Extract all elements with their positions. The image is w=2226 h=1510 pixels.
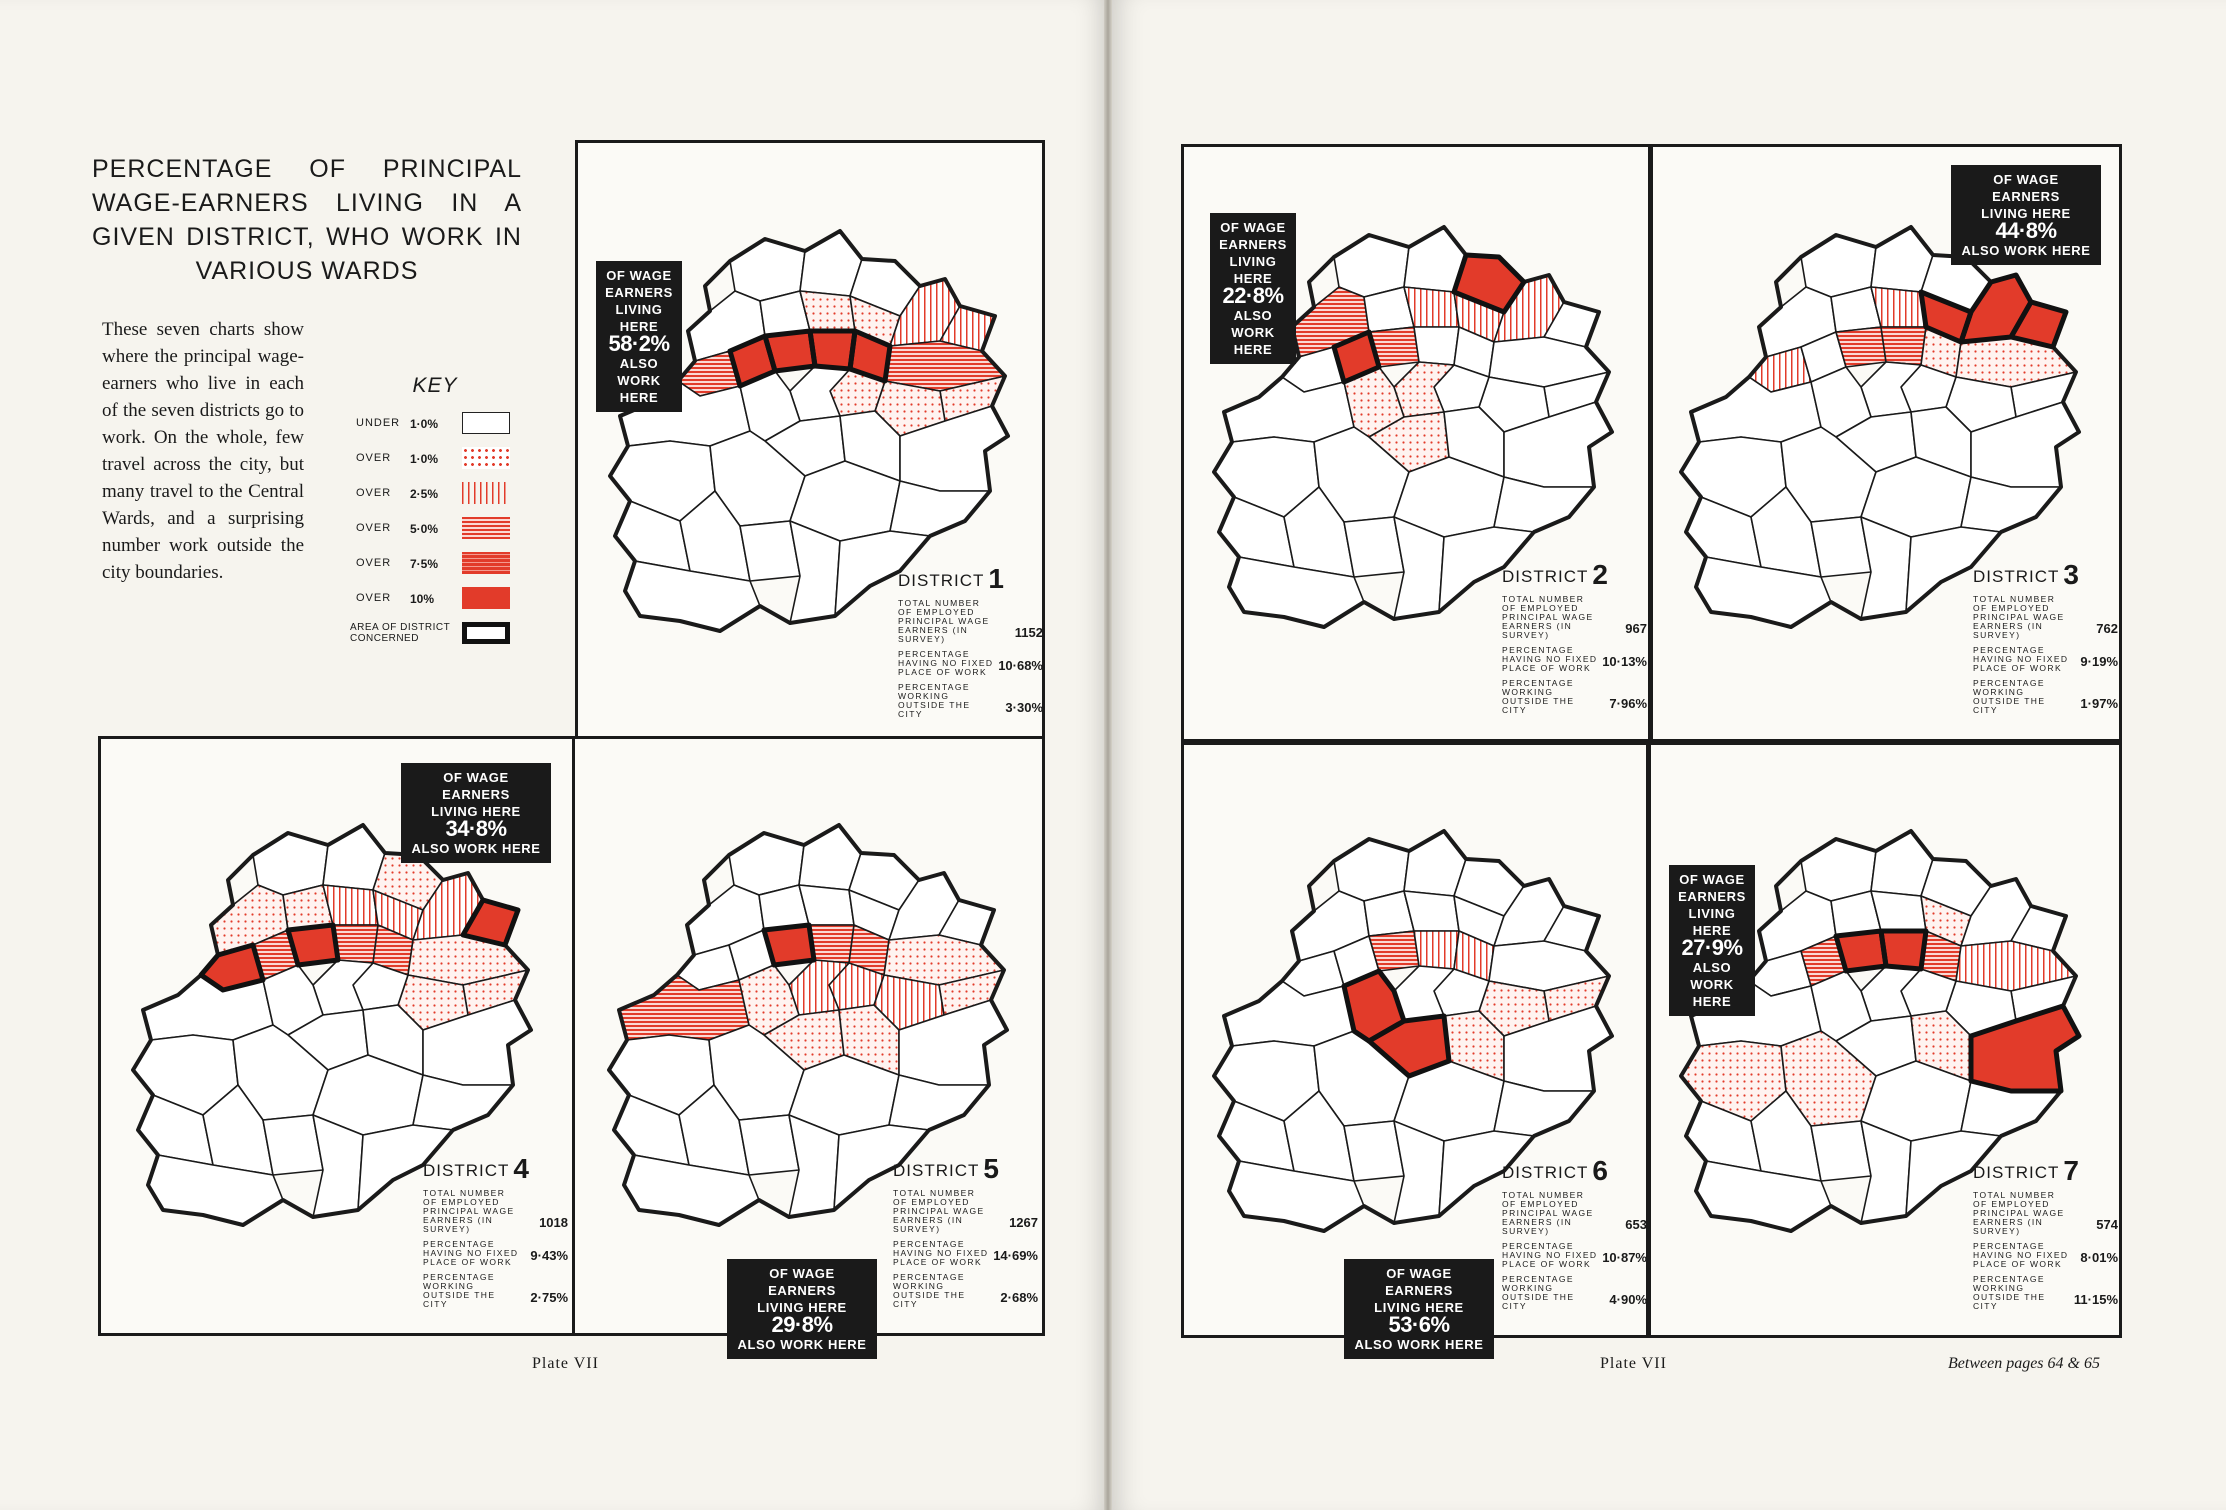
- district-number: 4: [513, 1153, 530, 1184]
- stat-row-total: [1502, 1191, 1647, 1236]
- key-swatch-white: [462, 412, 510, 434]
- stat-row-total: [423, 1189, 568, 1234]
- callout-living-here: LIVING HERE: [1229, 254, 1277, 286]
- callout-line-3: ALSO WORK HERE: [617, 356, 661, 405]
- stat-label: TOTAL NUMBER OF EMPLOYED PRINCIPAL WAGE EARNERS (IN SURVEY): [898, 598, 990, 644]
- key-row-label: OVER: [356, 487, 392, 499]
- stat-row-outside: [898, 683, 1043, 719]
- district-heading: [898, 563, 1043, 595]
- district-stats: [898, 563, 1043, 725]
- stat-label: TOTAL NUMBER OF EMPLOYED PRINCIPAL WAGE EARNERS (IN SURVEY): [1973, 1190, 2065, 1236]
- district-panel-7: [1648, 742, 2122, 1338]
- ward-area: [1224, 377, 1354, 442]
- district-heading: [893, 1153, 1038, 1185]
- callout-line-2: [1677, 905, 1747, 959]
- ward-area: [1369, 931, 1419, 971]
- district-word: DISTRICT: [1502, 1163, 1589, 1182]
- callout-percentage: 34·8%: [445, 816, 507, 841]
- stat-row-outside: [1973, 1275, 2118, 1311]
- callout-line-1: OF WAGE EARNERS: [605, 268, 673, 300]
- key-row-label: OVER: [356, 557, 392, 569]
- district-number: 1: [988, 563, 1005, 594]
- ward-area: [1414, 931, 1459, 969]
- also-work-here-callout: [596, 261, 682, 412]
- district-word: DISTRICT: [1973, 1163, 2060, 1182]
- district-panel-5: [572, 736, 1045, 1352]
- stat-value: 574: [2096, 1217, 2118, 1232]
- key-row: [350, 408, 520, 443]
- callout-percentage: 29·8%: [771, 1312, 833, 1337]
- key-row-label: UNDER: [356, 417, 401, 429]
- also-work-here-callout: [1951, 165, 2101, 265]
- stat-label: PERCENTAGE HAVING NO FIXED PLACE OF WORK: [1973, 1241, 2069, 1269]
- callout-percentage: 27·9%: [1681, 935, 1743, 960]
- also-work-here-callout: [727, 1259, 877, 1359]
- stat-label: PERCENTAGE HAVING NO FIXED PLACE OF WORK: [1502, 645, 1598, 673]
- stat-label: PERCENTAGE HAVING NO FIXED PLACE OF WORK: [423, 1239, 519, 1267]
- stat-value: 10·13%: [1602, 654, 1647, 669]
- callout-percentage: 44·8%: [1995, 218, 2057, 243]
- district-number: 2: [1592, 559, 1609, 590]
- callout-line-3: ALSO WORK HERE: [1354, 1337, 1484, 1352]
- ward-area: [1224, 981, 1354, 1046]
- district-heading: [423, 1153, 568, 1185]
- stat-value: 1018: [539, 1215, 568, 1230]
- callout-percentage: 22·8%: [1222, 283, 1284, 308]
- key-title: KEY: [412, 374, 458, 397]
- callout-line-3: ALSO WORK HERE: [1231, 308, 1275, 357]
- key-row-label: OVER: [356, 592, 392, 604]
- stat-value: 2·68%: [1000, 1290, 1038, 1305]
- key-row-label: OVER: [356, 522, 392, 534]
- district-panel-4: [98, 736, 575, 1336]
- stat-label: TOTAL NUMBER OF EMPLOYED PRINCIPAL WAGE EARNERS (IN SURVEY): [423, 1188, 515, 1234]
- stat-value: 3·30%: [1005, 700, 1043, 715]
- callout-line-2: [604, 301, 674, 355]
- key-row-value: 1·0%: [410, 417, 439, 431]
- key-row-value: 1·0%: [410, 452, 439, 466]
- district-heading: [1973, 559, 2118, 591]
- district-heading: [1973, 1155, 2118, 1187]
- between-pages-note: Between pages 64 & 65: [1948, 1355, 2100, 1372]
- also-work-here-callout: [1669, 865, 1755, 1016]
- district-panel-3: [1650, 144, 2122, 742]
- callout-line-1: OF WAGE EARNERS: [1678, 872, 1746, 904]
- ward-area: [1404, 891, 1459, 931]
- stat-value: 9·43%: [530, 1248, 568, 1263]
- stat-row-no-fixed: [893, 1240, 1038, 1267]
- callout-living-here: LIVING HERE: [1374, 1300, 1464, 1315]
- stat-row-outside: [1502, 1275, 1647, 1311]
- stat-row-no-fixed: [898, 650, 1043, 677]
- key-area-label: AREA OF DISTRICT CONCERNED: [350, 622, 451, 644]
- callout-line-3: ALSO WORK HERE: [1690, 960, 1734, 1009]
- callout-line-3: ALSO WORK HERE: [737, 1337, 867, 1352]
- key-swatch-horizontal-lines: [462, 517, 510, 539]
- stat-value: 14·69%: [993, 1248, 1038, 1263]
- stat-value: 653: [1625, 1217, 1647, 1232]
- key-swatch-dots: [462, 447, 510, 469]
- ward-area: [1404, 287, 1459, 327]
- district-panel-2: [1181, 144, 1651, 742]
- ward-area: [1871, 891, 1926, 931]
- stat-row-outside: [1973, 679, 2118, 715]
- stat-label: PERCENTAGE WORKING OUTSIDE THE CITY: [1502, 1274, 1575, 1311]
- callout-living-here: LIVING HERE: [1981, 206, 2071, 221]
- stat-row-no-fixed: [1502, 1242, 1647, 1269]
- stat-label: PERCENTAGE WORKING OUTSIDE THE CITY: [893, 1272, 966, 1309]
- stat-label: PERCENTAGE WORKING OUTSIDE THE CITY: [1973, 1274, 2046, 1311]
- district-number: 3: [2063, 559, 2080, 590]
- stat-row-total: [893, 1189, 1038, 1234]
- ward-area: [619, 975, 749, 1040]
- callout-line-2: [409, 803, 543, 840]
- book-gutter: [1104, 0, 1112, 1510]
- district-stats: [423, 1153, 568, 1315]
- also-work-here-callout: [1210, 213, 1296, 364]
- callout-line-1: OF WAGE EARNERS: [442, 770, 510, 802]
- ward-area: [799, 885, 854, 925]
- plate-caption-right: Plate VII: [1600, 1355, 1667, 1372]
- district-stats: [1502, 1155, 1647, 1317]
- callout-line-2: [1959, 205, 2093, 242]
- callout-living-here: LIVING HERE: [1688, 906, 1736, 938]
- district-heading: [1502, 559, 1647, 591]
- stat-value: 1152: [1014, 625, 1043, 640]
- stat-value: 2·75%: [530, 1290, 568, 1305]
- ward-area: [323, 885, 378, 925]
- stat-value: 967: [1625, 621, 1647, 636]
- stat-label: TOTAL NUMBER OF EMPLOYED PRINCIPAL WAGE EARNERS (IN SURVEY): [1973, 594, 2065, 640]
- stat-row-no-fixed: [1973, 646, 2118, 673]
- stat-value: 1267: [1009, 1215, 1038, 1230]
- key-row-value: 10%: [410, 592, 435, 606]
- stat-label: TOTAL NUMBER OF EMPLOYED PRINCIPAL WAGE EARNERS (IN SURVEY): [893, 1188, 985, 1234]
- key-row: [350, 548, 520, 583]
- callout-line-1: OF WAGE EARNERS: [1219, 220, 1287, 252]
- stat-label: PERCENTAGE HAVING NO FIXED PLACE OF WORK: [1502, 1241, 1598, 1269]
- callout-line-1: OF WAGE EARNERS: [768, 1266, 836, 1298]
- stat-value: 10·68%: [998, 658, 1043, 673]
- stat-row-outside: [1502, 679, 1647, 715]
- district-number: 6: [1592, 1155, 1609, 1186]
- callout-living-here: LIVING HERE: [757, 1300, 847, 1315]
- key-row-value: 5·0%: [410, 522, 439, 536]
- stat-row-total: [1973, 1191, 2118, 1236]
- key-swatch-dense-lines: [462, 552, 510, 574]
- key-swatch-district-area: [462, 622, 510, 644]
- stat-value: 11·15%: [2073, 1292, 2118, 1307]
- key-row-value: 2·5%: [410, 487, 439, 501]
- district-stats: [1973, 559, 2118, 721]
- district-word: DISTRICT: [898, 571, 985, 590]
- stat-label: TOTAL NUMBER OF EMPLOYED PRINCIPAL WAGE EARNERS (IN SURVEY): [1502, 594, 1594, 640]
- intro-paragraph: These seven charts show where the principal wage-earners who live in each of the seven districts go to work. On the whole, few travel across the city, but many travel to the Central Wards, and a surprising number work outside the city boundaries.: [102, 319, 304, 583]
- stat-value: 1·97%: [2080, 696, 2118, 711]
- page-title: PERCENTAGE OF PRINCIPAL WAGE-EARNERS LIVING IN A GIVEN DISTRICT, WHO WORK IN VARIOUS WARDS: [92, 155, 522, 285]
- stat-label: PERCENTAGE WORKING OUTSIDE THE CITY: [423, 1272, 496, 1309]
- stat-row-total: [1973, 595, 2118, 640]
- key-row: [350, 513, 520, 548]
- also-work-here-callout: [1344, 1259, 1494, 1359]
- stat-value: 4·90%: [1609, 1292, 1647, 1307]
- stat-label: PERCENTAGE HAVING NO FIXED PLACE OF WORK: [893, 1239, 989, 1267]
- ward-area: [800, 291, 855, 331]
- key-row-value: 7·5%: [410, 557, 439, 571]
- callout-line-2: [735, 1299, 869, 1336]
- district-stats: [1973, 1155, 2118, 1317]
- district-panel-1: [575, 140, 1045, 742]
- ward-area: [1414, 327, 1459, 365]
- ward-area: [1871, 287, 1926, 327]
- also-work-here-callout: [401, 763, 551, 863]
- stat-row-no-fixed: [423, 1240, 568, 1267]
- map-key: [350, 374, 520, 653]
- district-number: 7: [2063, 1155, 2080, 1186]
- title-block: [92, 152, 522, 288]
- stat-row-total: [898, 599, 1043, 644]
- stat-label: TOTAL NUMBER OF EMPLOYED PRINCIPAL WAGE EARNERS (IN SURVEY): [1502, 1190, 1594, 1236]
- stat-row-total: [1502, 595, 1647, 640]
- district-stats: [1502, 559, 1647, 721]
- stat-value: 8·01%: [2080, 1250, 2118, 1265]
- stat-row-outside: [423, 1273, 568, 1309]
- district-word: DISTRICT: [1502, 567, 1589, 586]
- callout-line-2: [1352, 1299, 1486, 1336]
- stat-label: PERCENTAGE WORKING OUTSIDE THE CITY: [1973, 678, 2046, 715]
- district-word: DISTRICT: [423, 1161, 510, 1180]
- stat-label: PERCENTAGE WORKING OUTSIDE THE CITY: [1502, 678, 1575, 715]
- key-row: [350, 443, 520, 478]
- plate-caption-left: Plate VII: [532, 1355, 599, 1372]
- callout-line-1: OF WAGE EARNERS: [1385, 1266, 1453, 1298]
- stat-row-outside: [893, 1273, 1038, 1309]
- key-swatch-solid: [462, 587, 510, 609]
- stat-value: 9·19%: [2080, 654, 2118, 669]
- callout-living-here: LIVING HERE: [431, 804, 521, 819]
- district-word: DISTRICT: [1973, 567, 2060, 586]
- district-stats: [893, 1153, 1038, 1315]
- key-row: [350, 583, 520, 618]
- stat-label: PERCENTAGE HAVING NO FIXED PLACE OF WORK: [1973, 645, 2069, 673]
- stat-row-no-fixed: [1502, 646, 1647, 673]
- callout-line-3: ALSO WORK HERE: [411, 841, 541, 856]
- key-row: [350, 478, 520, 513]
- callout-line-3: ALSO WORK HERE: [1961, 243, 2091, 258]
- ward-area: [1691, 377, 1821, 442]
- ward-area: [1836, 327, 1886, 367]
- callout-percentage: 53·6%: [1388, 1312, 1450, 1337]
- district-heading: [1502, 1155, 1647, 1187]
- stat-value: 762: [2096, 621, 2118, 636]
- key-row-label: OVER: [356, 452, 392, 464]
- district-word: DISTRICT: [893, 1161, 980, 1180]
- callout-line-1: OF WAGE EARNERS: [1992, 172, 2060, 204]
- callout-living-here: LIVING HERE: [615, 302, 663, 334]
- stat-value: 10·87%: [1602, 1250, 1647, 1265]
- callout-line-2: [1218, 253, 1288, 307]
- key-swatch-vertical-lines: [462, 482, 510, 504]
- ward-area: [1881, 327, 1926, 365]
- stat-row-no-fixed: [1973, 1242, 2118, 1269]
- district-panel-6: [1181, 742, 1649, 1352]
- key-row-area: [350, 618, 520, 653]
- stat-label: PERCENTAGE HAVING NO FIXED PLACE OF WORK: [898, 649, 994, 677]
- stat-value: 7·96%: [1609, 696, 1647, 711]
- stat-label: PERCENTAGE WORKING OUTSIDE THE CITY: [898, 682, 971, 719]
- district-number: 5: [983, 1153, 1000, 1184]
- callout-percentage: 58·2%: [608, 331, 670, 356]
